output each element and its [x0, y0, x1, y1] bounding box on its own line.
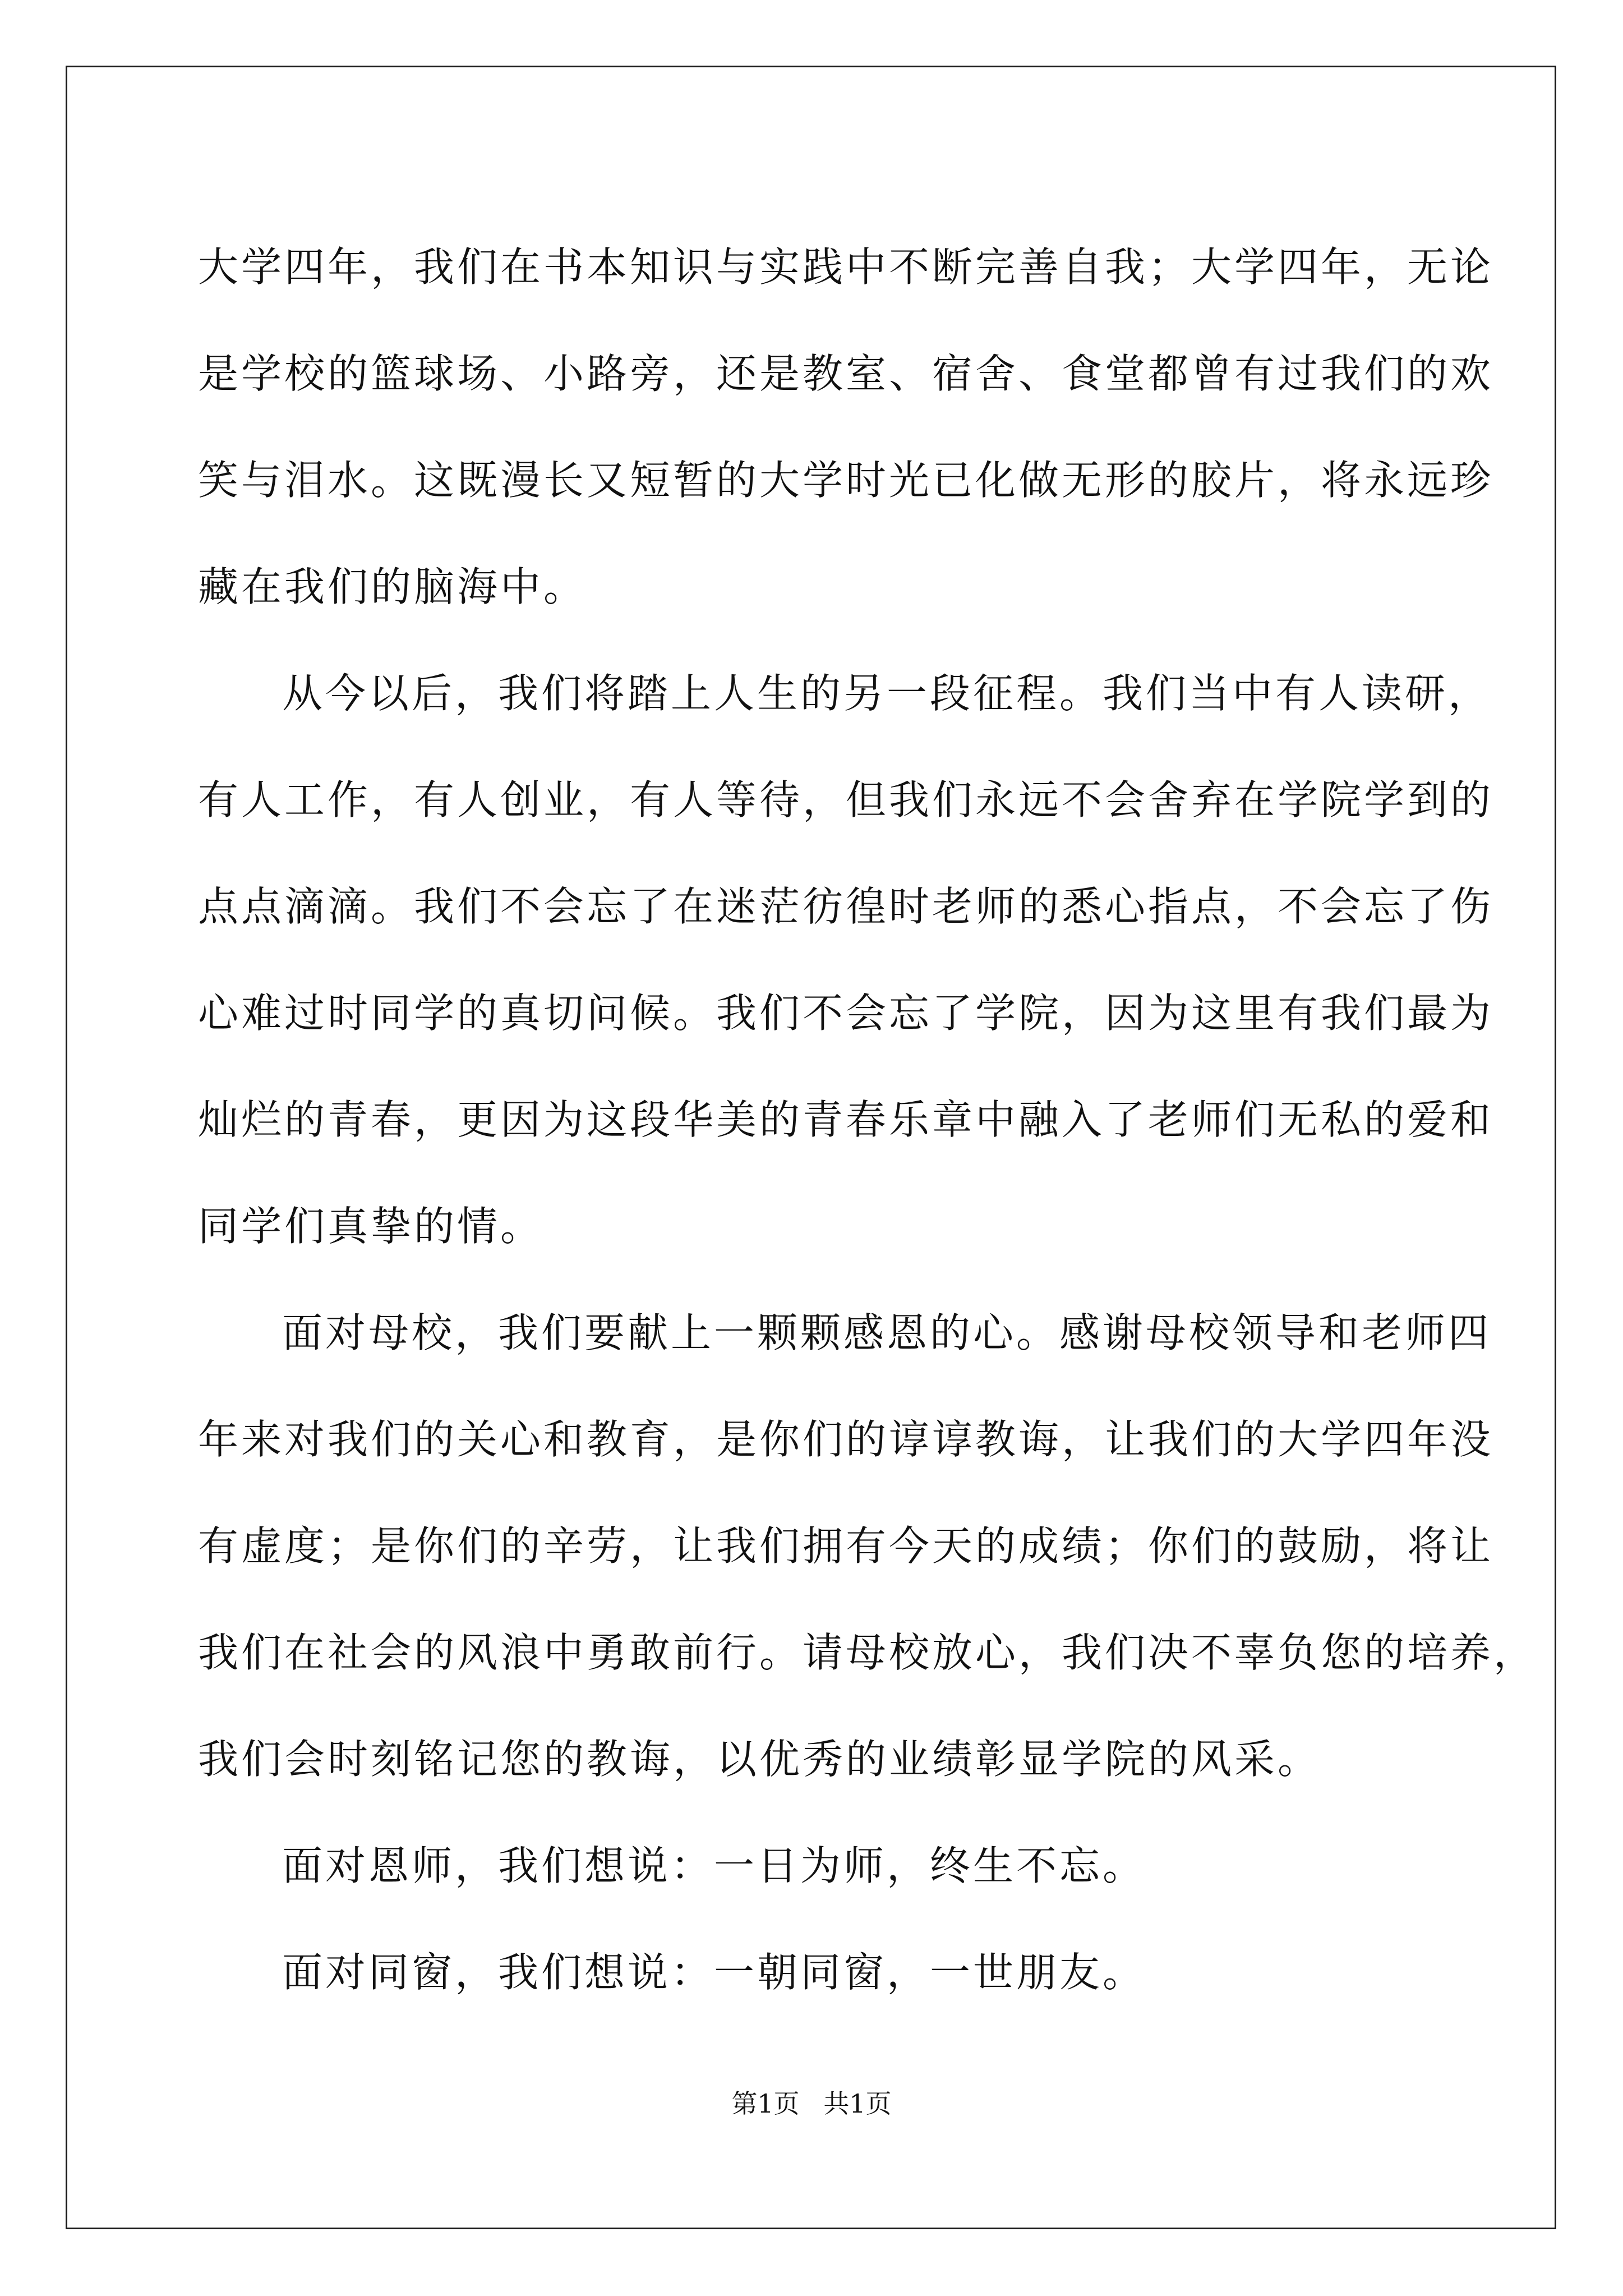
text-line: 年来对我们的关心和教育，是你们的谆谆教诲，让我们的大学四年没 [198, 1416, 1494, 1463]
text-line: 大学四年，我们在书本知识与实践中不断完善自我；大学四年，无论 [198, 243, 1494, 291]
text-line: 心难过时同学的真切问候。我们不会忘了学院，因为这里有我们最为 [198, 990, 1494, 1037]
text-line: 是学校的篮球场、小路旁，还是教室、宿舍、食堂都曾有过我们的欢 [198, 350, 1494, 397]
text-line: 面对恩师，我们想说：一日为师，终生不忘。 [282, 1842, 1146, 1889]
document-body [198, 214, 1537, 2026]
page-number: 第1页 [731, 2088, 800, 2119]
page-footer [0, 2087, 1623, 2120]
text-line: 我们会时刻铭记您的教诲，以优秀的业绩彰显学院的风采。 [198, 1736, 1321, 1783]
paragraph-4 [198, 1812, 1432, 1919]
paragraph-5 [198, 1919, 1432, 2026]
text-line: 藏在我们的脑海中。 [198, 563, 587, 610]
text-line: 同学们真挚的情。 [198, 1203, 544, 1250]
text-line: 有虚度；是你们的辛劳，让我们拥有今天的成绩；你们的鼓励，将让 [198, 1522, 1494, 1570]
page-total: 共1页 [823, 2088, 892, 2119]
text-line: 灿烂的青春，更因为这段华美的青春乐章中融入了老师们无私的爱和 [198, 1096, 1494, 1143]
text-line: 面对母校，我们要献上一颗颗感恩的心。感谢母校领导和老师四 [282, 1309, 1492, 1356]
paragraph-2 [198, 640, 1494, 1280]
text-line: 点点滴滴。我们不会忘了在迷茫彷徨时老师的悉心指点，不会忘了伤 [198, 883, 1494, 930]
text-line: 从今以后，我们将踏上人生的另一段征程。我们当中有人读研， [282, 670, 1492, 717]
text-line: 我们在社会的风浪中勇敢前行。请母校放心，我们决不辜负您的培养， [198, 1629, 1537, 1676]
text-line: 面对同窗，我们想说：一朝同窗，一世朋友。 [282, 1949, 1146, 1996]
text-line: 有人工作，有人创业，有人等待，但我们永远不会舍弃在学院学到的 [198, 776, 1494, 823]
paragraph-3 [198, 1280, 1537, 1812]
text-line: 笑与泪水。这既漫长又短暂的大学时光已化做无形的胶片，将永远珍 [198, 457, 1494, 504]
paragraph-1 [198, 214, 1494, 640]
